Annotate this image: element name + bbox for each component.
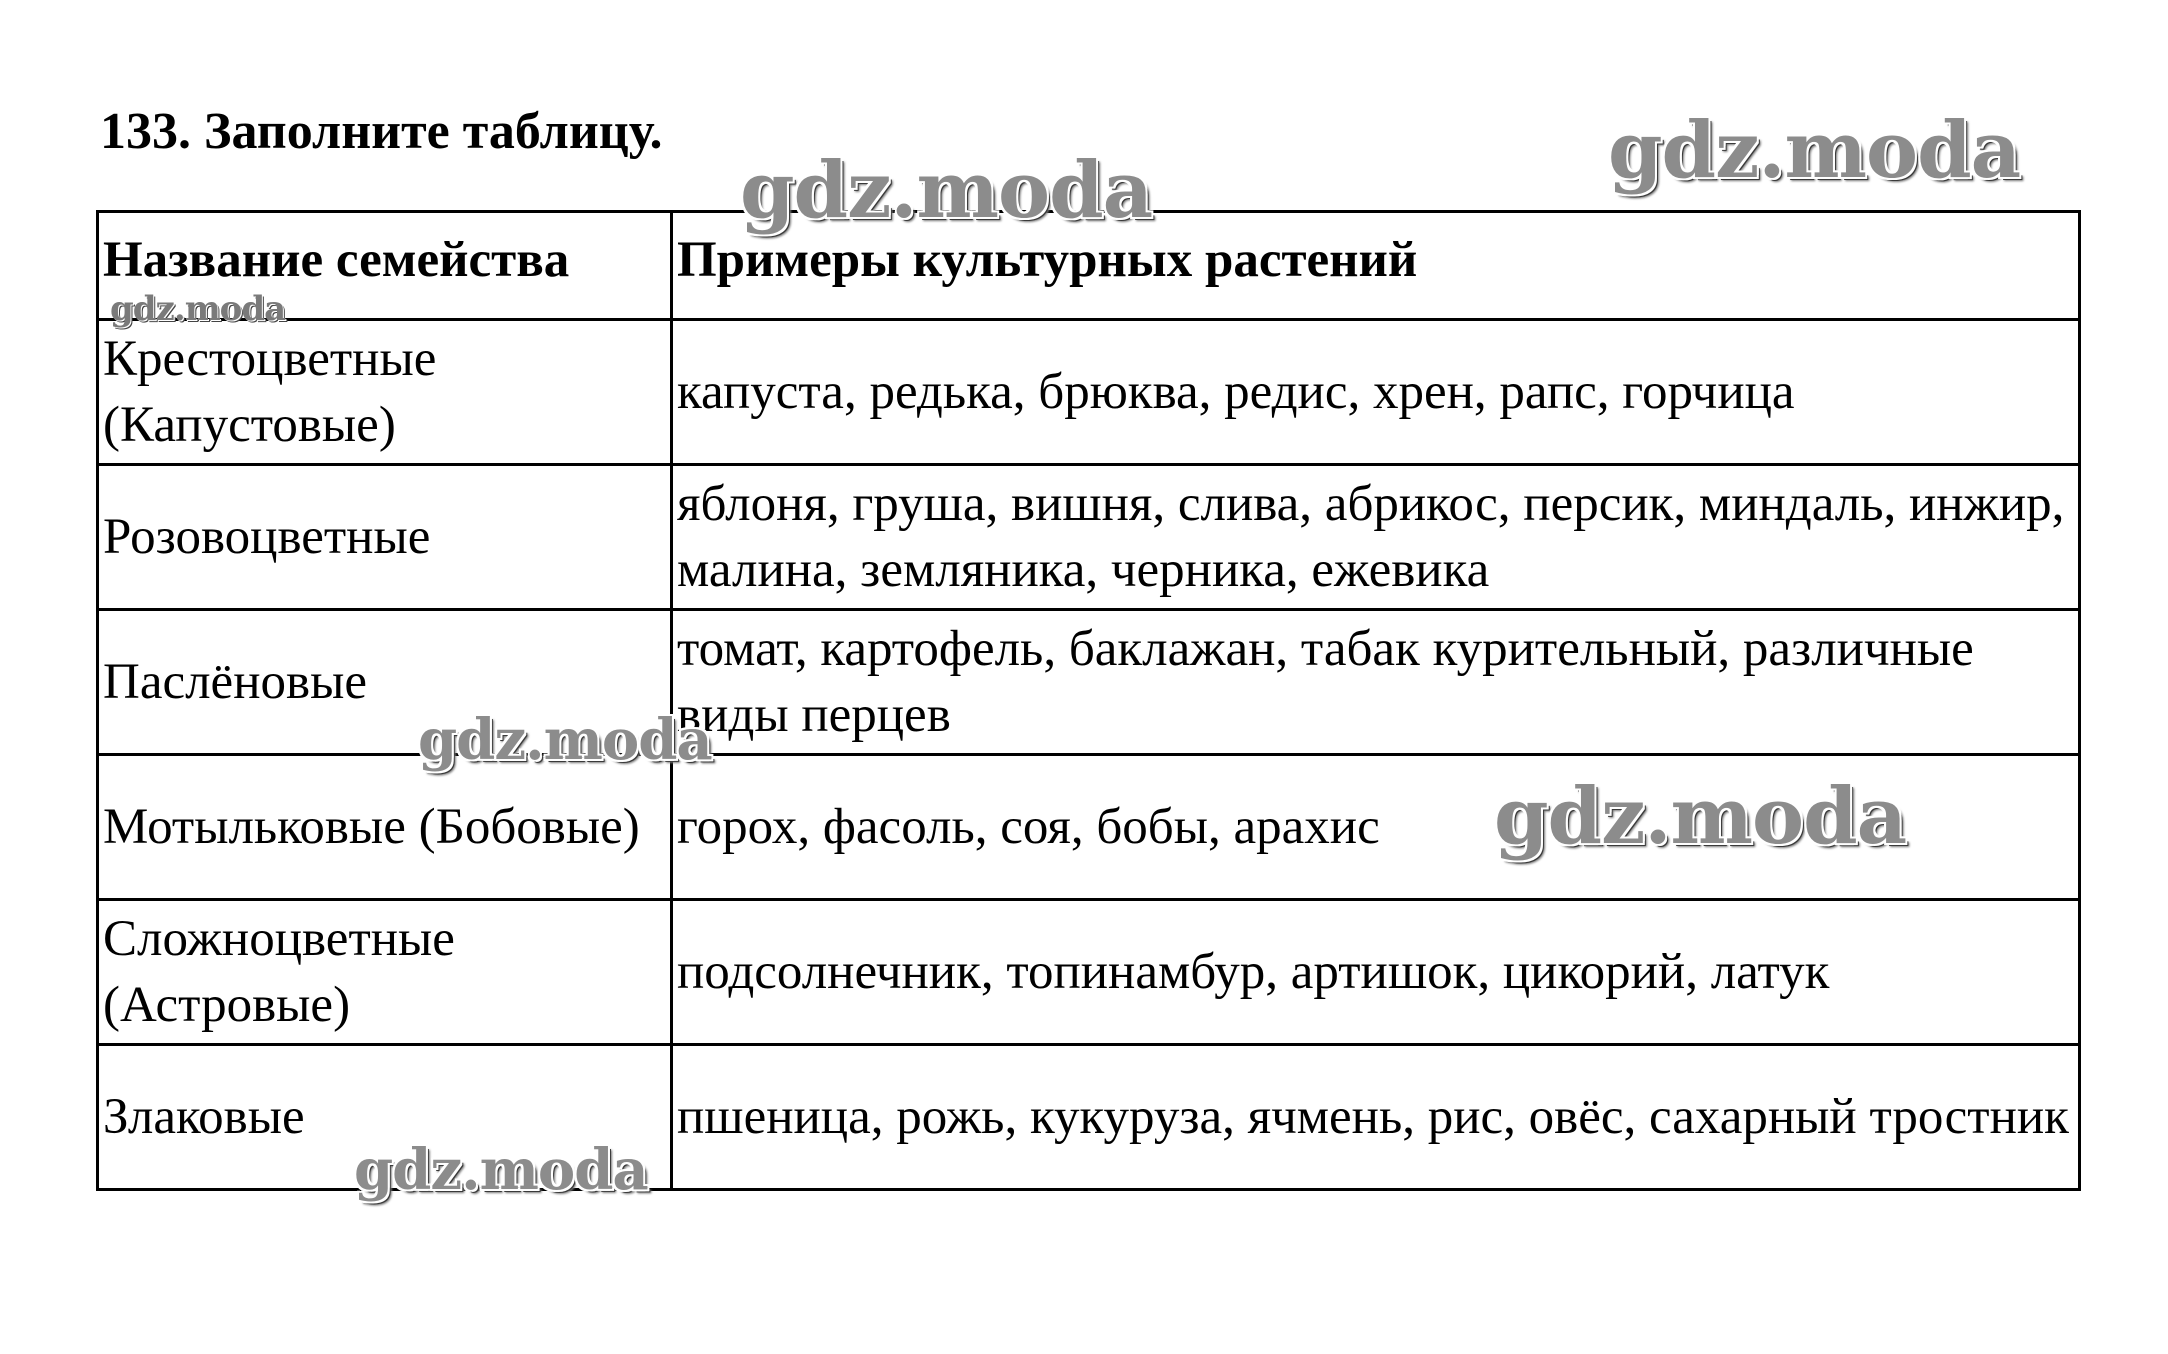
table-row [98,465,2080,610]
examples-cell: подсолнечник, топинамбур, артишок, цикорий, латук [672,900,2080,1045]
examples-cell: пшеница, рожь, кукуруза, ячмень, рис, овёс, сахарный тростник [672,1045,2080,1190]
watermark-logo: gdz.moda [354,1137,648,1203]
family-cell: Сложноцветные (Астровые) [98,900,672,1045]
family-cell: Паслёновые [98,610,672,755]
family-cell: Крестоцветные (Капустовые) [98,320,672,465]
watermark-logo: gdz.moda [1494,771,1907,862]
family-cell: Розовоцветные [98,465,672,610]
table-row [98,610,2080,755]
plant-families-table [96,210,2081,1191]
watermark-logo: gdz.moda [418,707,712,773]
header-family: Название семейства [98,212,672,320]
family-cell: Злаковые [98,1045,672,1190]
table-row [98,900,2080,1045]
task-title: 133. Заполните таблицу. [100,103,663,160]
examples-cell: томат, картофель, баклажан, табак курительный, различные виды перцев [672,610,2080,755]
header-examples: Примеры культурных растений [672,212,2080,320]
watermark-logo: gdz.moda [110,289,286,329]
examples-cell: капуста, редька, брюква, редис, хрен, рапс, горчица [672,320,2080,465]
table-row [98,320,2080,465]
examples-cell: яблоня, груша, вишня, слива, абрикос, персик, миндаль, инжир, малина, земляника, черника, ежевика [672,465,2080,610]
family-cell: Мотыльковые (Бобовые) [98,755,672,900]
watermark-logo: gdz.moda [740,145,1153,236]
watermark-logo: gdz.moda [1608,105,2021,196]
examples-cell: горох, фасоль, соя, бобы, арахис [672,755,2080,900]
